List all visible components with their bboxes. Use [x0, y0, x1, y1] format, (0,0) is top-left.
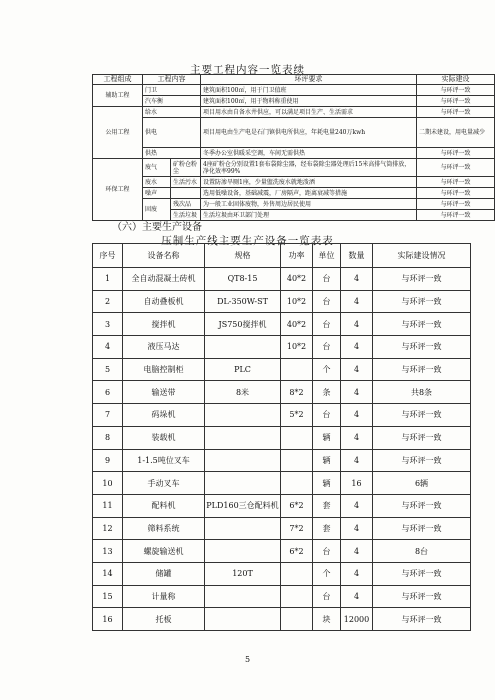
equipment-cell: 4 [341, 449, 373, 472]
equipment-cell: 12 [93, 517, 123, 540]
table-row [93, 358, 471, 381]
item-cell: 废气 [143, 159, 171, 177]
equipment-cell: 共8条 [373, 381, 471, 404]
equipment-cell: 4 [341, 358, 373, 381]
equipment-cell: 6*2 [281, 494, 313, 517]
equipment-cell: 托板 [123, 608, 205, 631]
equipment-cell: JS750搅拌机 [205, 313, 281, 336]
equipment-cell: 与环评一致 [373, 517, 471, 540]
equipment-cell: 10 [93, 472, 123, 495]
equipment-cell: 4 [93, 336, 123, 359]
table-row [93, 148, 495, 159]
equipment-cell [205, 426, 281, 449]
t1-header: 实际建设 [417, 75, 495, 85]
equipment-cell: 8 [93, 426, 123, 449]
equipment-cell: 与环评一致 [373, 585, 471, 608]
equipment-cell: 计量称 [123, 585, 205, 608]
equipment-cell: 台 [313, 404, 341, 427]
page-number: 5 [244, 655, 251, 664]
item-cell: 汽车衡 [143, 96, 201, 107]
equipment-cell: 螺旋输送机 [123, 540, 205, 563]
equipment-cell [281, 608, 313, 631]
equipment-cell [281, 449, 313, 472]
equipment-cell: 套 [313, 494, 341, 517]
table-row [93, 540, 471, 563]
equipment-cell: 电脑控制柜 [123, 358, 205, 381]
equipment-cell: 16 [93, 608, 123, 631]
equipment-cell [281, 358, 313, 381]
act-cell: 与环评一致 [417, 177, 495, 188]
equipment-cell: 7 [93, 404, 123, 427]
equipment-cell: 与环评一致 [373, 336, 471, 359]
equipment-cell: PLC [205, 358, 281, 381]
equipment-cell: 1 [93, 268, 123, 291]
equipment-cell: 16 [341, 472, 373, 495]
equipment-cell: QT8-15 [205, 268, 281, 291]
equipment-cell: 4 [341, 381, 373, 404]
table-row [93, 381, 471, 404]
equipment-cell: 120T [205, 562, 281, 585]
equipment-cell: 2 [93, 290, 123, 313]
equipment-cell: 套 [313, 517, 341, 540]
equipment-cell: 自动叠板机 [123, 290, 205, 313]
equipment-cell: 10*2 [281, 336, 313, 359]
table-row [93, 313, 471, 336]
equipment-cell: 液压马达 [123, 336, 205, 359]
equipment-cell: 块 [313, 608, 341, 631]
equipment-cell: 个 [313, 562, 341, 585]
act-cell: 与环评一致 [417, 188, 495, 199]
equipment-cell [205, 608, 281, 631]
item-cell: 供电 [143, 118, 201, 148]
equipment-cell: 辆 [313, 426, 341, 449]
equipment-cell: 15 [93, 585, 123, 608]
equipment-cell: 1-1.5吨位叉车 [123, 449, 205, 472]
equipment-cell: 手动叉车 [123, 472, 205, 495]
req-cell: 4座矿粉仓分别设置1套布袋除尘器，经布袋除尘器处理后15米高排气筒排放，净化效率99% [201, 159, 417, 177]
t2-header: 功率 [281, 244, 313, 268]
equipment-cell: 与环评一致 [373, 608, 471, 631]
group-cell: 公用工程 [93, 107, 143, 159]
table-row [93, 517, 471, 540]
equipment-cell: 4 [341, 336, 373, 359]
equipment-cell [205, 449, 281, 472]
table-row [93, 268, 471, 291]
equipment-cell: 9 [93, 449, 123, 472]
equipment-cell [205, 585, 281, 608]
equipment-cell: 台 [313, 268, 341, 291]
equipment-cell: 与环评一致 [373, 494, 471, 517]
equipment-cell: 4 [341, 494, 373, 517]
equipment-cell [281, 562, 313, 585]
equipment-cell: 条 [313, 381, 341, 404]
table-row [93, 290, 471, 313]
act-cell: 二期未建设，用电量减少 [417, 118, 495, 148]
table-row [93, 188, 495, 199]
t1-header: 工程内容 [143, 75, 201, 85]
sub-cell [171, 188, 201, 199]
equipment-cell: 4 [341, 268, 373, 291]
equipment-cell: 8台 [373, 540, 471, 563]
table-row [93, 472, 471, 495]
table-row [93, 494, 471, 517]
equipment-cell: 筛料系统 [123, 517, 205, 540]
req-cell: 冬季办公室供暖采空调，车间无需供热 [201, 148, 417, 159]
equipment-cell: 4 [341, 313, 373, 336]
equipment-cell: PLD160三仓配料机 [205, 494, 281, 517]
req-cell: 为一般工业固体废物，外售周边居民使用 [201, 199, 417, 210]
equipment-cell: 台 [313, 313, 341, 336]
req-cell: 项目用水由自备水井供应，可以满足项目生产、生活需求 [201, 107, 417, 118]
table-row [93, 107, 495, 118]
req-cell: 建筑面积100㎡，用于门卫值班 [201, 85, 417, 96]
equipment-cell: 4 [341, 426, 373, 449]
equipment-cell: 40*2 [281, 268, 313, 291]
equipment-cell: 12000 [341, 608, 373, 631]
item-cell: 门卫 [143, 85, 201, 96]
equipment-cell: 13 [93, 540, 123, 563]
item-cell: 废水 [143, 177, 171, 188]
req-cell: 生活垃圾由环卫部门处理 [201, 210, 417, 221]
equipment-cell: 辆 [313, 449, 341, 472]
t2-header: 设备名称 [123, 244, 205, 268]
equipment-cell [205, 540, 281, 563]
req-cell: 设置防渗旱厕1座，少量盥洗废水就地泼洒 [201, 177, 417, 188]
act-cell: 与环评一致 [417, 159, 495, 177]
item-cell: 噪声 [143, 188, 171, 199]
equipment-cell: 4 [341, 404, 373, 427]
table-row [93, 562, 471, 585]
equipment-cell: DL-350W-ST [205, 290, 281, 313]
item-cell: 供热 [143, 148, 201, 159]
equipment-cell: 与环评一致 [373, 358, 471, 381]
table-row [93, 449, 471, 472]
equipment-cell: 5*2 [281, 404, 313, 427]
equipment-cell [205, 404, 281, 427]
act-cell: 与环评一致 [417, 210, 495, 221]
equipment-cell: 4 [341, 585, 373, 608]
equipment-cell: 与环评一致 [373, 449, 471, 472]
equipment-cell: 台 [313, 336, 341, 359]
equipment-cell: 台 [313, 540, 341, 563]
equipment-cell: 6*2 [281, 540, 313, 563]
equipment-cell: 储罐 [123, 562, 205, 585]
equipment-cell: 输送带 [123, 381, 205, 404]
table-row [93, 585, 471, 608]
equipment-cell: 与环评一致 [373, 404, 471, 427]
table-row [93, 199, 495, 210]
equipment-cell [281, 585, 313, 608]
equipment-cell: 3 [93, 313, 123, 336]
equipment-cell: 辆 [313, 472, 341, 495]
equipment-cell: 6辆 [373, 472, 471, 495]
table2-title: 压制生产线主要生产设备一览表表 [161, 235, 334, 247]
equipment-cell: 8米 [205, 381, 281, 404]
req-cell: 项目用电由生产电是石门镇供电所供应，年耗电量240万kwh [201, 118, 417, 148]
equipment-cell [281, 472, 313, 495]
equipment-cell: 14 [93, 562, 123, 585]
sub-cell: 矿粉仓粉尘 [171, 159, 201, 177]
sub-cell: 生活污水 [171, 177, 201, 188]
t2-header: 数量 [341, 244, 373, 268]
t1-header: 工程组成 [93, 75, 143, 85]
table-row [93, 159, 495, 177]
act-cell: 与环评一致 [417, 148, 495, 159]
equipment-cell: 与环评一致 [373, 290, 471, 313]
equipment-table [92, 243, 471, 631]
equipment-cell [205, 336, 281, 359]
equipment-cell: 7*2 [281, 517, 313, 540]
t2-header: 序号 [93, 244, 123, 268]
main-works-table [92, 74, 495, 221]
act-cell: 与环评一致 [417, 107, 495, 118]
group-cell: 环保工程 [93, 159, 143, 221]
table1-title: 主要工程内容一览表续 [190, 64, 305, 76]
equipment-cell: 与环评一致 [373, 268, 471, 291]
equipment-cell: 10*2 [281, 290, 313, 313]
table1-header-row [93, 75, 495, 85]
table-row [93, 177, 495, 188]
equipment-cell: 40*2 [281, 313, 313, 336]
equipment-cell: 4 [341, 517, 373, 540]
section-heading: （六）主要生产设备 [112, 222, 202, 233]
equipment-cell: 与环评一致 [373, 313, 471, 336]
equipment-cell: 8*2 [281, 381, 313, 404]
table-row [93, 85, 495, 96]
equipment-cell [205, 517, 281, 540]
item-cell: 固废 [143, 199, 171, 221]
equipment-cell: 全自动混凝土砖机 [123, 268, 205, 291]
table-row [93, 608, 471, 631]
equipment-cell [205, 472, 281, 495]
table2-header-row [93, 244, 471, 268]
act-cell: 与环评一致 [417, 199, 495, 210]
table-row [93, 426, 471, 449]
equipment-cell: 台 [313, 585, 341, 608]
group-cell: 辅助工程 [93, 85, 143, 107]
act-cell: 与环评一致 [417, 96, 495, 107]
table-row [93, 118, 495, 148]
equipment-cell: 11 [93, 494, 123, 517]
t2-header: 实际建设情况 [373, 244, 471, 268]
equipment-cell: 4 [341, 290, 373, 313]
equipment-cell: 搅拌机 [123, 313, 205, 336]
equipment-cell: 配料机 [123, 494, 205, 517]
equipment-cell: 5 [93, 358, 123, 381]
equipment-cell: 与环评一致 [373, 562, 471, 585]
req-cell: 选用低噪设备，基础减震，厂房隔声，距离衰减等措施 [201, 188, 417, 199]
equipment-cell: 装载机 [123, 426, 205, 449]
sub-cell: 残次品 [171, 199, 201, 210]
req-cell: 建筑面积100㎡，用于物料称重使用 [201, 96, 417, 107]
sub-cell: 生活垃圾 [171, 210, 201, 221]
equipment-cell: 4 [341, 540, 373, 563]
equipment-cell: 码垛机 [123, 404, 205, 427]
item-cell: 给水 [143, 107, 201, 118]
table-row [93, 96, 495, 107]
table-row [93, 404, 471, 427]
table-row [93, 336, 471, 359]
equipment-cell: 6 [93, 381, 123, 404]
act-cell: 与环评一致 [417, 85, 495, 96]
equipment-cell: 与环评一致 [373, 426, 471, 449]
equipment-cell: 台 [313, 290, 341, 313]
equipment-cell: 个 [313, 358, 341, 381]
t2-header: 单位 [313, 244, 341, 268]
t2-header: 规格 [205, 244, 281, 268]
t1-header: 环评要求 [201, 75, 417, 85]
equipment-cell [281, 426, 313, 449]
equipment-cell: 4 [341, 562, 373, 585]
